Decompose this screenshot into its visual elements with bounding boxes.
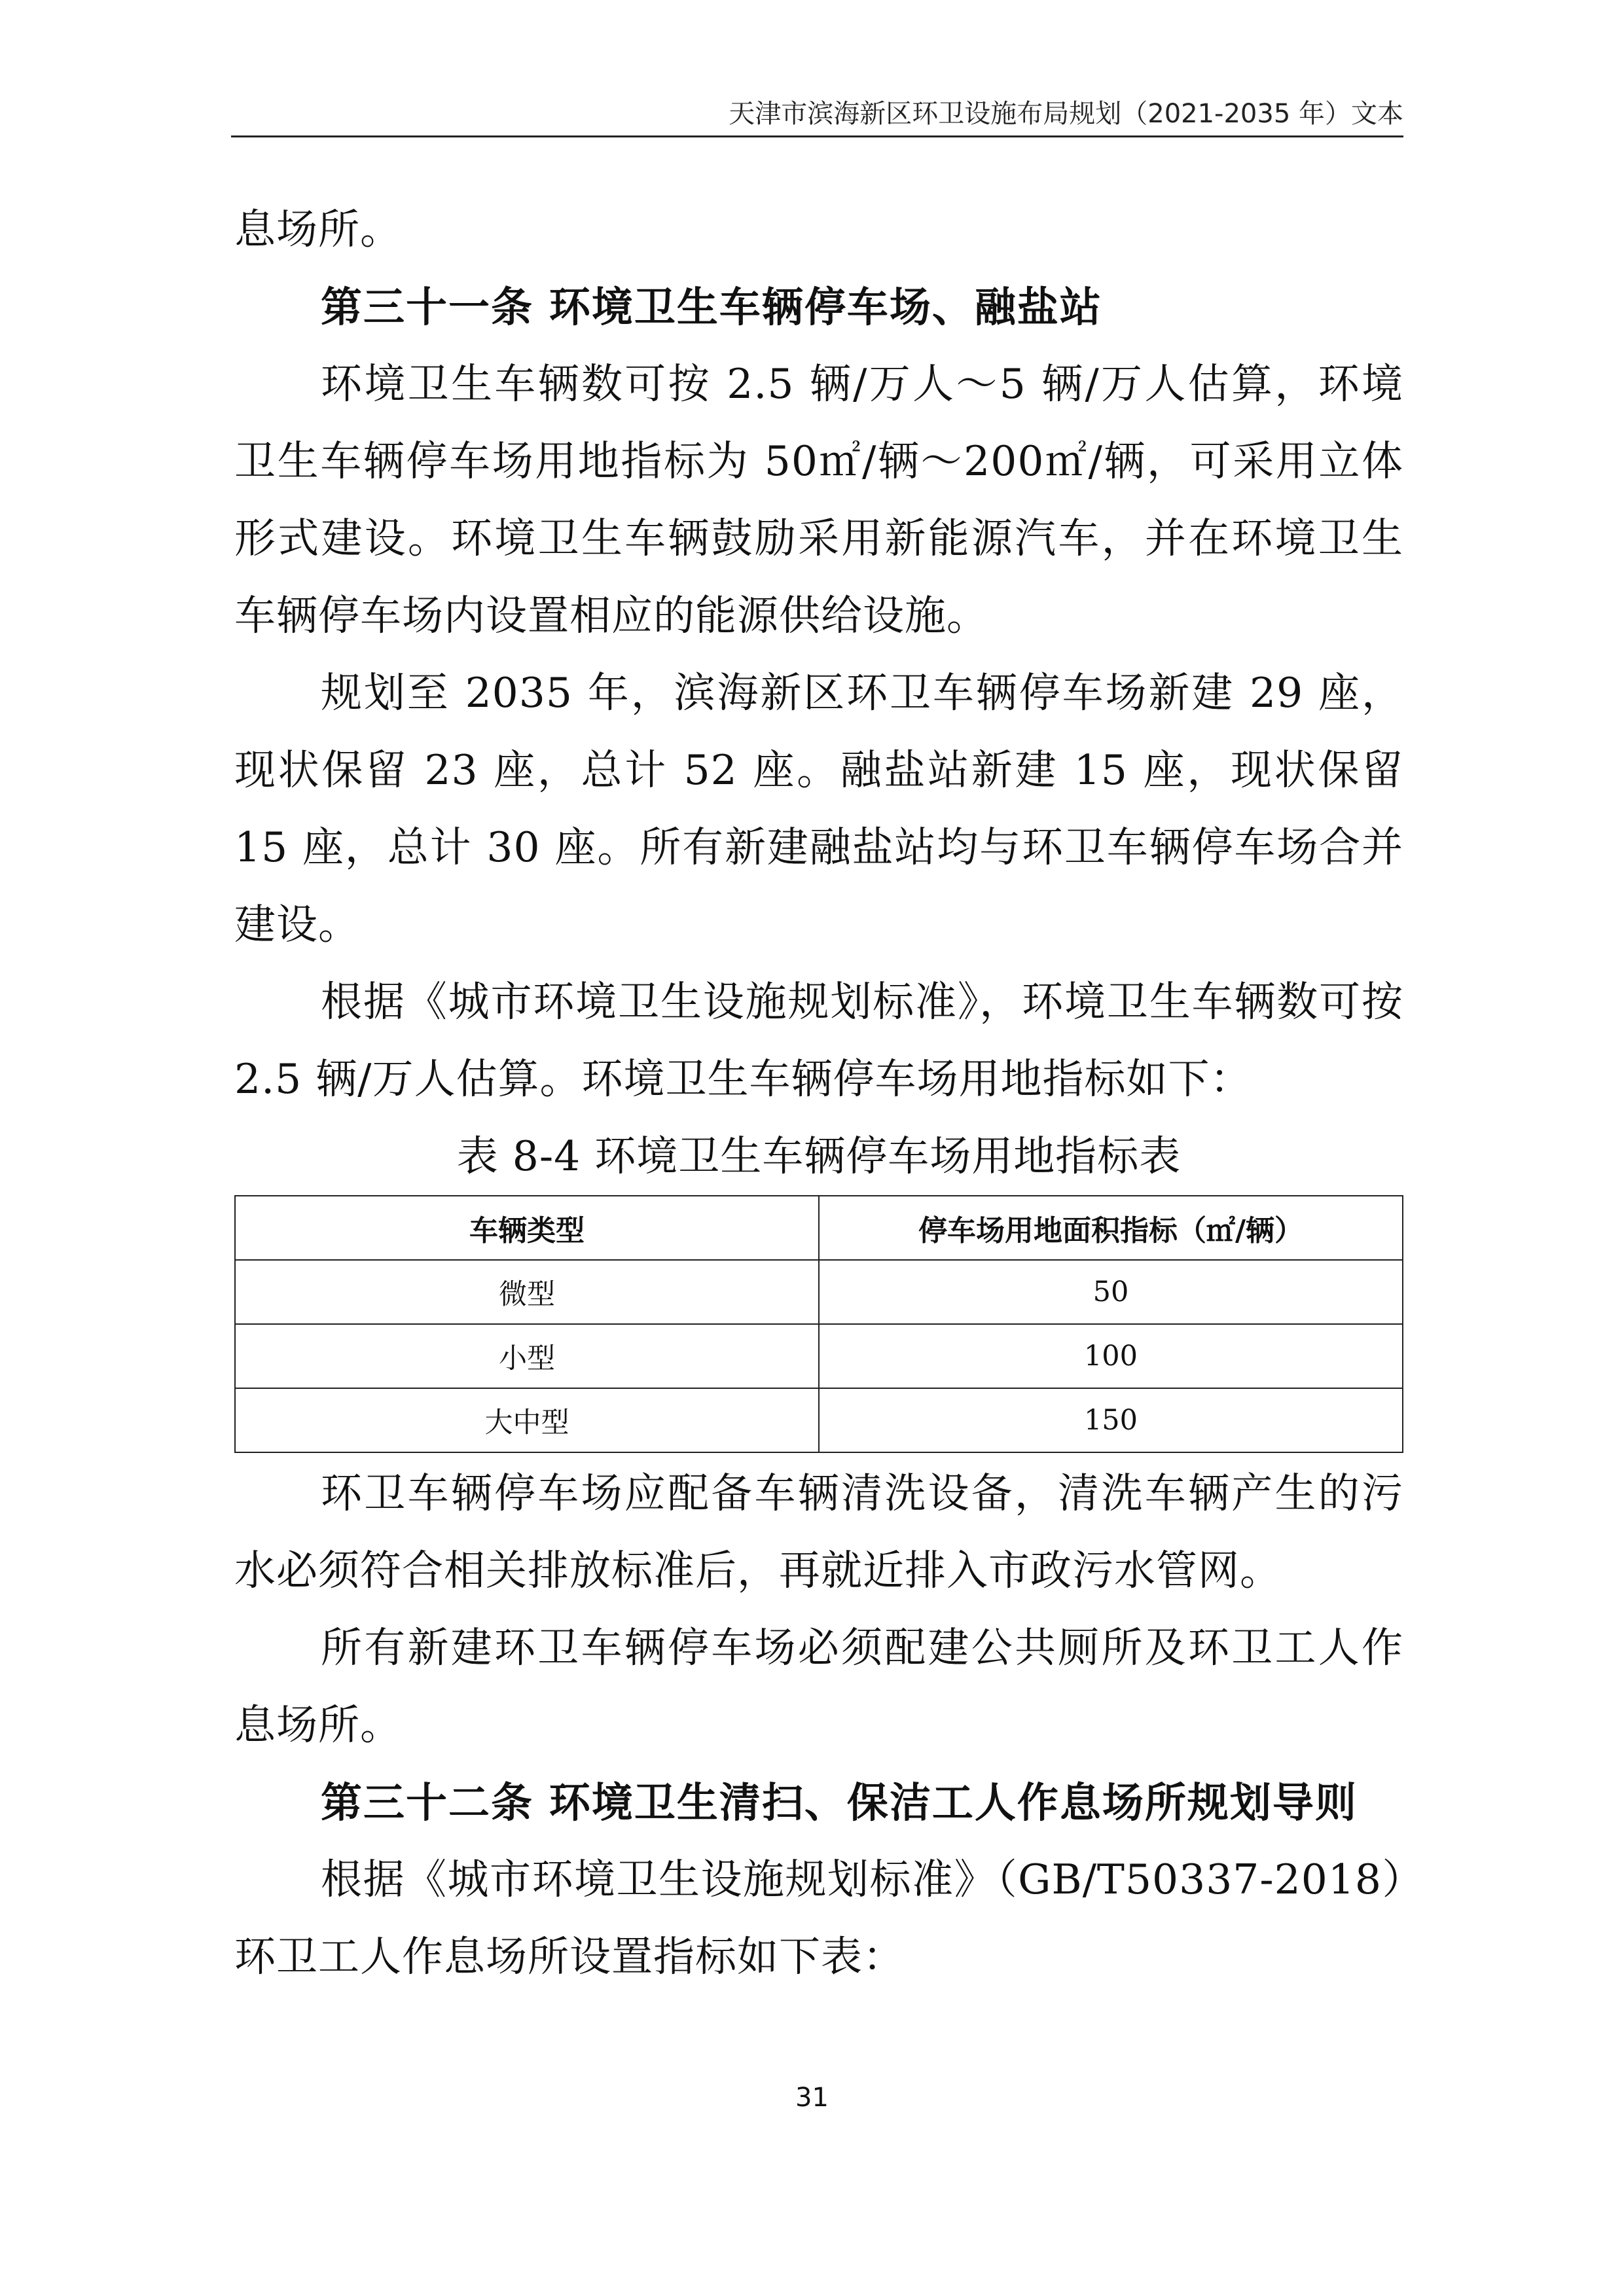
- vehicle-type-cell: 微型: [235, 1260, 819, 1324]
- vehicle-type-cell: 小型: [235, 1324, 819, 1388]
- paragraph-standard-reference: 根据《城市环境卫生设施规划标准》，环境卫生车辆数可按 2.5 辆/万人估算。环境卫生车辆停车场用地指标如下：: [234, 978, 1403, 1103]
- page-number: 31: [795, 2083, 829, 2113]
- table-caption: 表 8-4 环境卫生车辆停车场用地指标表: [456, 1132, 1182, 1180]
- table-row: [235, 1260, 1403, 1324]
- area-index-cell: 150: [819, 1388, 1403, 1452]
- paragraph-continuation: 息场所。: [234, 206, 402, 253]
- paragraph-vehicle-count: 环境卫生车辆数可按 2.5 辆/万人～5 辆/万人估算，环境卫生车辆停车场用地指标为 50㎡/辆～200㎡/辆，可采用立体形式建设。环境卫生车辆鼓励采用新能源汽车，并在环境卫生车辆停车场内设置相应的能源供给设施。: [234, 360, 1403, 639]
- header-divider: [231, 135, 1403, 137]
- vehicle-type-cell: 大中型: [235, 1388, 819, 1452]
- table-header-row: [235, 1196, 1403, 1260]
- paragraph-rest-area-standard: 根据《城市环境卫生设施规划标准》（GB/T50337-2018）环卫工人作息场所设置指标如下表：: [234, 1856, 1403, 1981]
- area-index-cell: 100: [819, 1324, 1403, 1388]
- paragraph-toilet-requirement: 所有新建环卫车辆停车场必须配建公共厕所及环卫工人作息场所。: [234, 1624, 1403, 1749]
- area-index-cell: 50: [819, 1260, 1403, 1324]
- table-row: [235, 1388, 1403, 1452]
- column-header-vehicle-type: 车辆类型: [235, 1196, 819, 1260]
- paragraph-planning-2035: 规划至 2035 年，滨海新区环卫车辆停车场新建 29 座，现状保留 23 座，总计 52 座。融盐站新建 15 座，现状保留 15 座，总计 30 座。所有新建融盐站均与环卫车辆停车场合并建设。: [234, 669, 1403, 948]
- document-header-title: 天津市滨海新区环卫设施布局规划（2021-2035 年）文本: [729, 99, 1403, 129]
- article-31-heading: 第三十一条 环境卫生车辆停车场、融盐站: [321, 283, 1102, 331]
- document-body: [234, 191, 1403, 1996]
- column-header-area-index: 停车场用地面积指标（㎡/辆）: [819, 1196, 1403, 1260]
- table-row: [235, 1324, 1403, 1388]
- article-32-heading: 第三十二条 环境卫生清扫、保洁工人作息场所规划导则: [321, 1778, 1358, 1827]
- parking-area-index-table: [234, 1195, 1403, 1453]
- paragraph-vehicle-washing: 环卫车辆停车场应配备车辆清洗设备，清洗车辆产生的污水必须符合相关排放标准后，再就近排入市政污水管网。: [234, 1469, 1403, 1594]
